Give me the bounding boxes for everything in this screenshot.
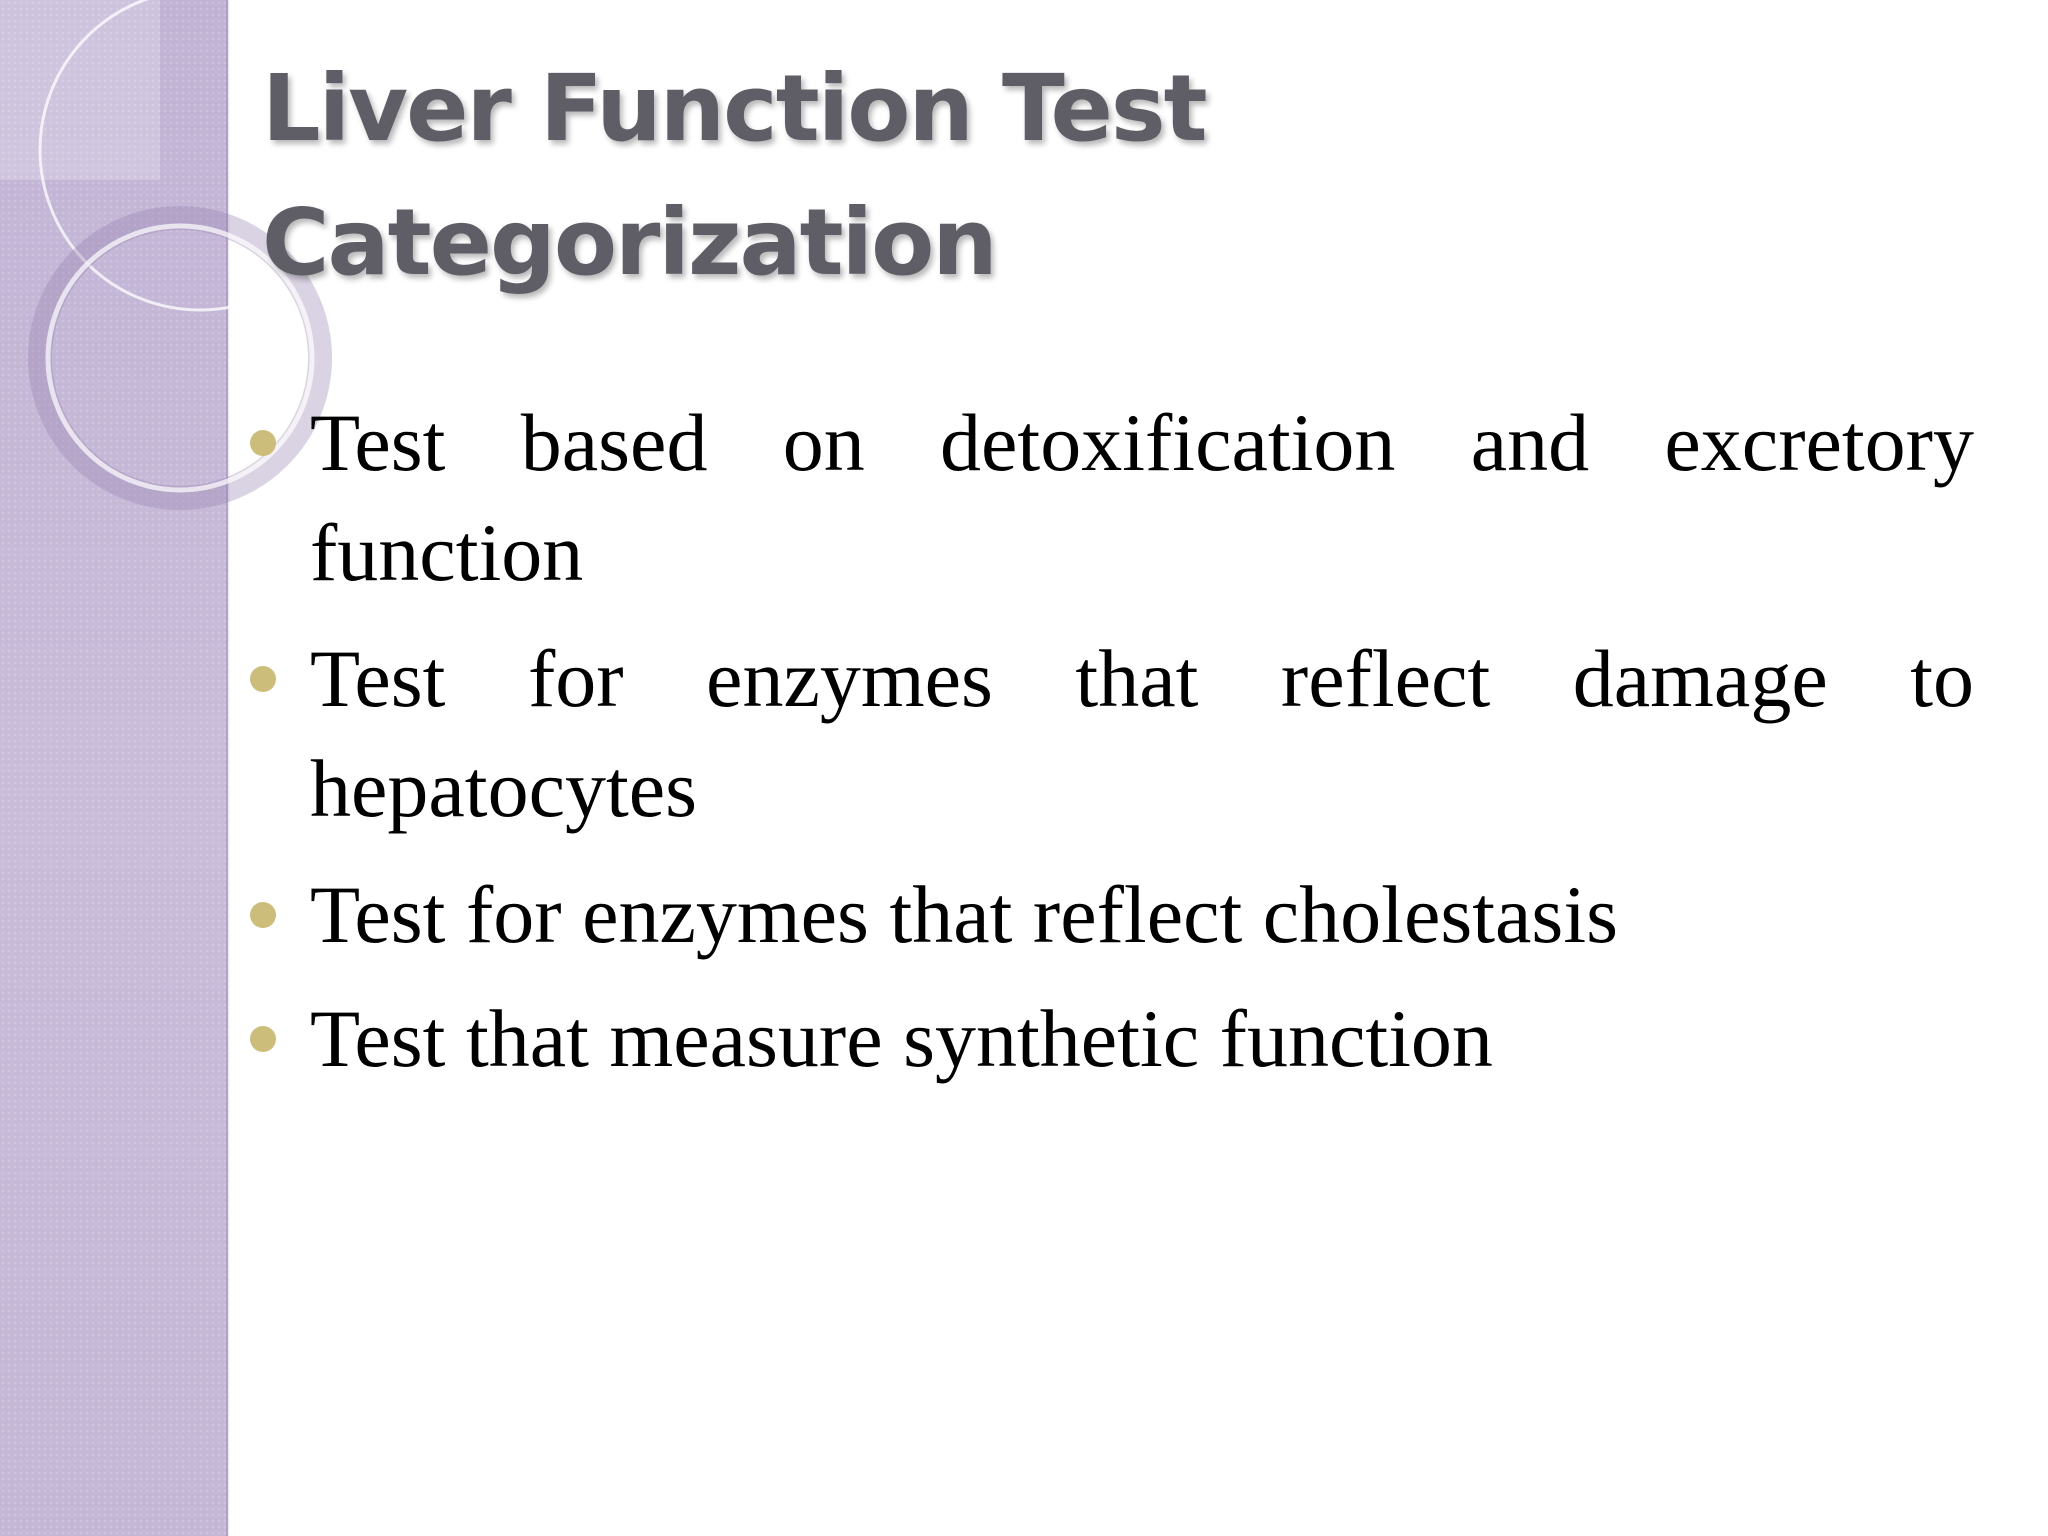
bullet-dot-icon xyxy=(250,666,276,692)
bullet-item xyxy=(232,624,1974,844)
bullet-item xyxy=(232,984,1974,1094)
bullet-text: Test that measure synthetic function xyxy=(310,993,1493,1084)
bullet-text: Test for enzymes that reflect cholestasis xyxy=(310,869,1619,960)
bullet-list xyxy=(232,388,1974,1108)
decorative-panel xyxy=(0,0,160,180)
slide-title-line-2: Categorization xyxy=(262,189,996,296)
slide-title-line-1: Liver Function Test xyxy=(262,55,1206,162)
bullet-item xyxy=(232,388,1974,608)
bullet-text: Test based on detoxification and excretory function xyxy=(310,397,1974,598)
bullet-dot-icon xyxy=(250,430,276,456)
bullet-item xyxy=(232,860,1974,970)
bullet-text: Test for enzymes that reflect damage to hepatocytes xyxy=(310,633,1974,834)
bullet-dot-icon xyxy=(250,902,276,928)
bullet-dot-icon xyxy=(250,1026,276,1052)
slide-title xyxy=(262,42,1206,310)
decorative-circles xyxy=(0,0,240,520)
